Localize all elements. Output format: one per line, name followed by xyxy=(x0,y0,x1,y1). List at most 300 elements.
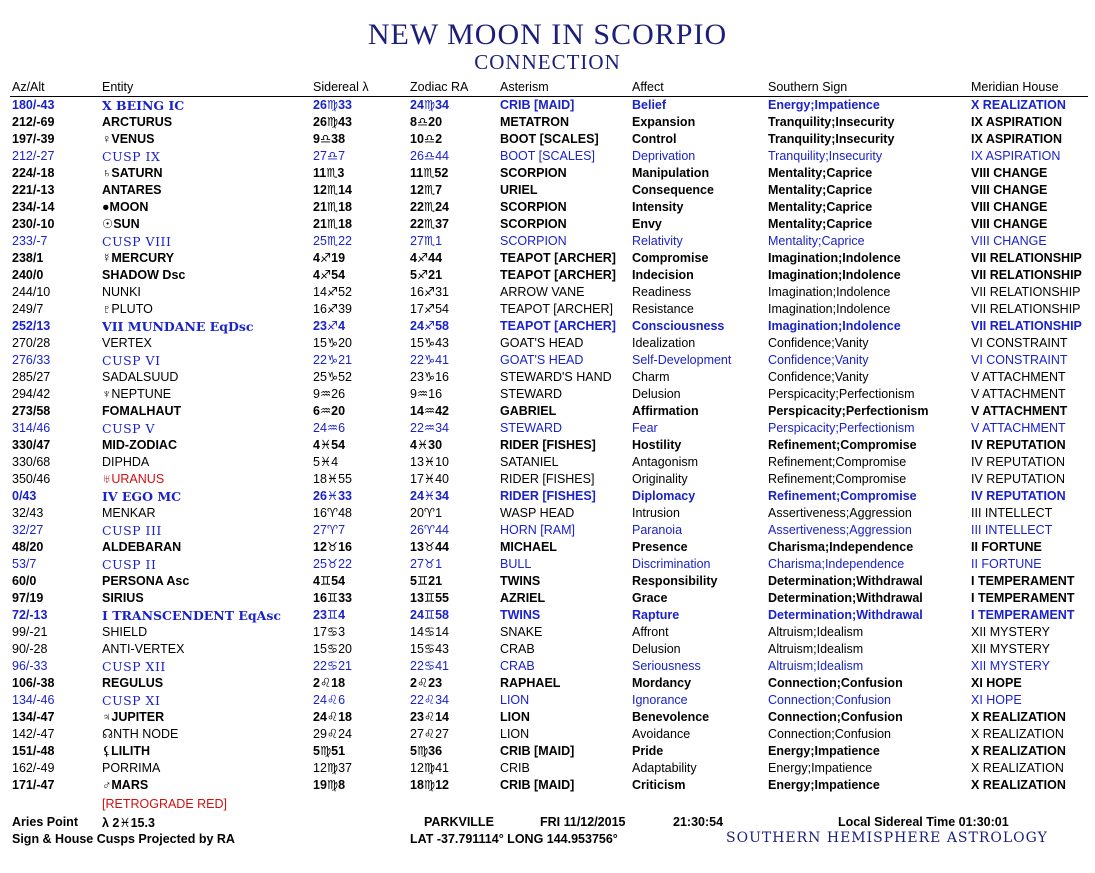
cell-azalt: 96/-33 xyxy=(12,659,48,673)
table-row xyxy=(0,182,1095,199)
cell-sidereal: 21♏18 xyxy=(313,200,353,214)
cell-southern-sign: Connection;Confusion xyxy=(768,710,903,724)
table-row xyxy=(0,709,1095,726)
cell-asterism: RAPHAEL xyxy=(500,676,561,690)
cell-asterism: TWINS xyxy=(500,608,541,622)
cell-azalt: 244/10 xyxy=(12,285,51,299)
cell-sidereal: 12♏14 xyxy=(313,183,353,197)
cell-affect: Resistance xyxy=(632,302,694,316)
cell-entity: ♂MARS xyxy=(102,778,149,792)
cell-southern-sign: Refinement;Compromise xyxy=(768,438,917,452)
table-row xyxy=(0,403,1095,420)
table-row xyxy=(0,114,1095,131)
cell-azalt: 99/-21 xyxy=(12,625,48,639)
table-row xyxy=(0,658,1095,675)
cell-affect: Charm xyxy=(632,370,670,384)
table-row xyxy=(0,352,1095,369)
cell-zodiac-ra: 5♐21 xyxy=(410,268,443,282)
cell-asterism: AZRIEL xyxy=(500,591,546,605)
cell-entity: ☉SUN xyxy=(102,217,140,231)
table-row xyxy=(0,539,1095,556)
cell-entity: SADALSUUD xyxy=(102,370,179,384)
cell-meridian-house: VIII CHANGE xyxy=(971,200,1048,214)
cell-zodiac-ra: 12♏7 xyxy=(410,183,443,197)
cell-entity: I TRANSCENDENT EqAsc xyxy=(102,608,282,623)
cell-sidereal: 2♌18 xyxy=(313,676,346,690)
table-row xyxy=(0,556,1095,573)
cell-azalt: 330/68 xyxy=(12,455,51,469)
cell-zodiac-ra: 5♊21 xyxy=(410,574,443,588)
cell-meridian-house: VII RELATIONSHIP xyxy=(971,285,1081,299)
cell-meridian-house: VIII CHANGE xyxy=(971,234,1047,248)
cell-entity: CUSP VI xyxy=(102,353,161,368)
cell-azalt: 142/-47 xyxy=(12,727,55,741)
table-row xyxy=(0,743,1095,760)
cell-azalt: 134/-46 xyxy=(12,693,55,707)
cell-meridian-house: III INTELLECT xyxy=(971,506,1053,520)
cell-sidereal: 12♉16 xyxy=(313,540,353,554)
cell-meridian-house: IV REPUTATION xyxy=(971,438,1066,452)
cell-azalt: 252/13 xyxy=(12,319,51,333)
cell-sidereal: 15♑20 xyxy=(313,336,353,350)
cell-zodiac-ra: 26♎44 xyxy=(410,149,450,163)
cell-southern-sign: Connection;Confusion xyxy=(768,676,903,690)
cell-sidereal: 25♑52 xyxy=(313,370,353,384)
header-meridian-house: Meridian House xyxy=(971,80,1059,94)
cell-zodiac-ra: 13♓10 xyxy=(410,455,450,469)
cell-azalt: 162/-49 xyxy=(12,761,55,775)
cell-entity: ☊NTH NODE xyxy=(102,727,179,741)
cell-entity: SHADOW Dsc xyxy=(102,268,186,282)
table-row xyxy=(0,488,1095,505)
cell-entity: ☿MERCURY xyxy=(102,251,175,265)
cell-affect: Benevolence xyxy=(632,710,710,724)
cell-affect: Ignorance xyxy=(632,693,688,707)
table-row xyxy=(0,267,1095,284)
cell-asterism: RIDER [FISHES] xyxy=(500,489,596,503)
cell-asterism: TEAPOT [ARCHER] xyxy=(500,251,616,265)
cell-southern-sign: Mentality;Caprice xyxy=(768,234,865,248)
cell-entity: CUSP II xyxy=(102,557,157,572)
cell-asterism: CRAB xyxy=(500,659,535,673)
cell-sidereal: 29♌24 xyxy=(313,727,353,741)
cell-asterism: STEWARD'S HAND xyxy=(500,370,612,384)
cell-affect: Avoidance xyxy=(632,727,691,741)
cell-zodiac-ra: 24♍34 xyxy=(410,98,450,112)
cell-entity: ♅URANUS xyxy=(102,472,165,486)
cell-asterism: SNAKE xyxy=(500,625,543,639)
cell-sidereal: 17♋3 xyxy=(313,625,346,639)
table-row xyxy=(0,437,1095,454)
cell-zodiac-ra: 12♍41 xyxy=(410,761,450,775)
cell-southern-sign: Tranquility;Insecurity xyxy=(768,149,883,163)
table-row xyxy=(0,471,1095,488)
cell-affect: Fear xyxy=(632,421,658,435)
cell-southern-sign: Energy;Impatience xyxy=(768,98,880,112)
cell-affect: Expansion xyxy=(632,115,696,129)
cell-asterism: GOAT'S HEAD xyxy=(500,336,584,350)
cell-zodiac-ra: 26♈44 xyxy=(410,523,450,537)
table-row xyxy=(0,590,1095,607)
cell-asterism: CRIB [MAID] xyxy=(500,98,575,112)
time: 21:30:54 xyxy=(673,815,724,829)
cell-zodiac-ra: 14♋14 xyxy=(410,625,450,639)
cell-zodiac-ra: 24♓34 xyxy=(410,489,450,503)
cell-sidereal: 21♏18 xyxy=(313,217,353,231)
table-row xyxy=(0,250,1095,267)
cell-asterism: STEWARD xyxy=(500,387,563,401)
cell-sidereal: 5♓4 xyxy=(313,455,339,469)
cell-southern-sign: Refinement;Compromise xyxy=(768,472,907,486)
cell-sidereal: 16♈48 xyxy=(313,506,353,520)
cell-meridian-house: VII RELATIONSHIP xyxy=(971,268,1082,282)
cell-sidereal: 27♎7 xyxy=(313,149,346,163)
cell-meridian-house: V ATTACHMENT xyxy=(971,421,1066,435)
cell-meridian-house: I TEMPERAMENT xyxy=(971,608,1075,622)
cell-sidereal: 24♌6 xyxy=(313,693,346,707)
cell-meridian-house: X REALIZATION xyxy=(971,761,1064,775)
cell-entity: CUSP III xyxy=(102,523,162,538)
cell-southern-sign: Charisma;Independence xyxy=(768,557,905,571)
cell-zodiac-ra: 16♐31 xyxy=(410,285,450,299)
cell-southern-sign: Confidence;Vanity xyxy=(768,370,869,384)
cell-affect: Pride xyxy=(632,744,664,758)
cell-asterism: URIEL xyxy=(500,183,538,197)
cell-affect: Diplomacy xyxy=(632,489,696,503)
cell-meridian-house: I TEMPERAMENT xyxy=(971,574,1075,588)
cell-meridian-house: VIII CHANGE xyxy=(971,166,1048,180)
cell-asterism: GABRIEL xyxy=(500,404,557,418)
cell-entity: DIPHDA xyxy=(102,455,150,469)
cell-azalt: 249/7 xyxy=(12,302,44,316)
cell-meridian-house: II FORTUNE xyxy=(971,557,1042,571)
cell-affect: Belief xyxy=(632,98,667,112)
local-sidereal-time: Local Sidereal Time 01:30:01 xyxy=(838,815,1009,829)
cell-meridian-house: IV REPUTATION xyxy=(971,472,1065,486)
cell-asterism: STEWARD xyxy=(500,421,563,435)
cell-southern-sign: Mentality;Caprice xyxy=(768,166,873,180)
cell-asterism: SCORPION xyxy=(500,217,567,231)
cell-azalt: 106/-38 xyxy=(12,676,55,690)
cell-sidereal: 26♓33 xyxy=(313,489,353,503)
cell-affect: Self-Development xyxy=(632,353,732,367)
cell-meridian-house: I TEMPERAMENT xyxy=(971,591,1075,605)
table-row xyxy=(0,369,1095,386)
cell-azalt: 238/1 xyxy=(12,251,44,265)
cell-asterism: SCORPION xyxy=(500,234,567,248)
cell-meridian-house: X REALIZATION xyxy=(971,727,1064,741)
cell-meridian-house: III INTELLECT xyxy=(971,523,1053,537)
cell-meridian-house: X REALIZATION xyxy=(971,778,1066,792)
cell-entity: MID-ZODIAC xyxy=(102,438,177,452)
cell-entity: NUNKI xyxy=(102,285,141,299)
cell-southern-sign: Imagination;Indolence xyxy=(768,319,901,333)
cell-meridian-house: IX ASPIRATION xyxy=(971,149,1061,163)
cell-asterism: LION xyxy=(500,710,530,724)
cell-affect: Paranoia xyxy=(632,523,683,537)
cell-azalt: 72/-13 xyxy=(12,608,48,622)
table-row xyxy=(0,97,1095,114)
cell-meridian-house: VII RELATIONSHIP xyxy=(971,302,1081,316)
cell-affect: Envy xyxy=(632,217,662,231)
table-row xyxy=(0,216,1095,233)
cell-affect: Seriousness xyxy=(632,659,701,673)
cell-affect: Manipulation xyxy=(632,166,710,180)
header-southern-sign: Southern Sign xyxy=(768,80,848,94)
cell-entity: CUSP VIII xyxy=(102,234,172,249)
cell-zodiac-ra: 13♉44 xyxy=(410,540,450,554)
cell-asterism: SATANIEL xyxy=(500,455,559,469)
cell-entity: CUSP V xyxy=(102,421,156,436)
cell-azalt: 0/43 xyxy=(12,489,37,503)
cell-sidereal: 24♌18 xyxy=(313,710,353,724)
cell-southern-sign: Perspicacity;Perfectionism xyxy=(768,404,929,418)
cell-azalt: 134/-47 xyxy=(12,710,55,724)
cell-meridian-house: VI CONSTRAINT xyxy=(971,336,1068,350)
cell-azalt: 224/-18 xyxy=(12,166,55,180)
cell-azalt: 197/-39 xyxy=(12,132,55,146)
cell-sidereal: 5♍51 xyxy=(313,744,346,758)
cell-meridian-house: V ATTACHMENT xyxy=(971,370,1066,384)
cell-entity: ANTI-VERTEX xyxy=(102,642,185,656)
cell-asterism: CRAB xyxy=(500,642,535,656)
table-row xyxy=(0,233,1095,250)
cell-azalt: 90/-28 xyxy=(12,642,48,656)
cell-southern-sign: Tranquility;Insecurity xyxy=(768,132,895,146)
cell-zodiac-ra: 27♌27 xyxy=(410,727,450,741)
cell-sidereal: 6♒20 xyxy=(313,404,346,418)
cell-sidereal: 15♋20 xyxy=(313,642,353,656)
cell-zodiac-ra: 22♑41 xyxy=(410,353,450,367)
cell-affect: Indecision xyxy=(632,268,694,282)
cell-sidereal: 25♏22 xyxy=(313,234,353,248)
table-row xyxy=(0,165,1095,182)
table-row xyxy=(0,692,1095,709)
table-row xyxy=(0,641,1095,658)
cell-azalt: 180/-43 xyxy=(12,98,55,112)
cell-asterism: TWINS xyxy=(500,574,541,588)
cell-zodiac-ra: 5♍36 xyxy=(410,744,443,758)
cell-entity: ♆NEPTUNE xyxy=(102,387,172,401)
cell-zodiac-ra: 20♈1 xyxy=(410,506,443,520)
cell-affect: Rapture xyxy=(632,608,680,622)
cell-zodiac-ra: 22♋41 xyxy=(410,659,450,673)
cell-southern-sign: Energy;Impatience xyxy=(768,778,880,792)
cell-asterism: BOOT [SCALES] xyxy=(500,149,595,163)
cell-sidereal: 9♎38 xyxy=(313,132,346,146)
ephemeris-table xyxy=(0,97,1095,794)
cell-azalt: 212/-69 xyxy=(12,115,55,129)
cell-asterism: WASP HEAD xyxy=(500,506,575,520)
cell-entity: VII MUNDANE EqDsc xyxy=(102,319,254,334)
cell-entity: CUSP XII xyxy=(102,659,166,674)
cell-affect: Intrusion xyxy=(632,506,680,520)
cell-zodiac-ra: 15♑43 xyxy=(410,336,450,350)
cell-southern-sign: Refinement;Compromise xyxy=(768,455,907,469)
table-row xyxy=(0,522,1095,539)
cell-meridian-house: VI CONSTRAINT xyxy=(971,353,1068,367)
cell-affect: Criticism xyxy=(632,778,686,792)
table-row xyxy=(0,131,1095,148)
cell-zodiac-ra: 9♒16 xyxy=(410,387,443,401)
cell-azalt: 151/-48 xyxy=(12,744,55,758)
cell-meridian-house: VII RELATIONSHIP xyxy=(971,319,1082,333)
cell-entity: PORRIMA xyxy=(102,761,161,775)
cell-meridian-house: IV REPUTATION xyxy=(971,489,1066,503)
cell-asterism: TEAPOT [ARCHER] xyxy=(500,268,616,282)
cell-azalt: 230/-10 xyxy=(12,217,55,231)
cell-zodiac-ra: 4♐44 xyxy=(410,251,443,265)
cell-asterism: CRIB xyxy=(500,761,530,775)
cell-southern-sign: Altruism;Idealism xyxy=(768,642,864,656)
cell-azalt: 97/19 xyxy=(12,591,44,605)
cell-entity: ALDEBARAN xyxy=(102,540,182,554)
cell-meridian-house: V ATTACHMENT xyxy=(971,404,1068,418)
cell-azalt: 171/-47 xyxy=(12,778,55,792)
header-sidereal: Sidereal λ xyxy=(313,80,369,94)
cell-asterism: BULL xyxy=(500,557,532,571)
cell-southern-sign: Connection;Confusion xyxy=(768,727,891,741)
cell-sidereal: 18♓55 xyxy=(313,472,353,486)
cell-affect: Adaptability xyxy=(632,761,697,775)
table-row xyxy=(0,318,1095,335)
cell-sidereal: 23♐4 xyxy=(313,319,346,333)
cell-zodiac-ra: 23♌14 xyxy=(410,710,450,724)
cell-asterism: GOAT'S HEAD xyxy=(500,353,584,367)
cell-azalt: 273/58 xyxy=(12,404,51,418)
cell-entity: ♀VENUS xyxy=(102,132,155,146)
cell-sidereal: 4♊54 xyxy=(313,574,346,588)
cell-affect: Readiness xyxy=(632,285,692,299)
cell-entity: ⚸LILITH xyxy=(102,744,151,758)
cell-azalt: 270/28 xyxy=(12,336,51,350)
cell-azalt: 285/27 xyxy=(12,370,51,384)
cell-entity: SHIELD xyxy=(102,625,148,639)
cell-zodiac-ra: 22♌34 xyxy=(410,693,450,707)
cell-sidereal: 19♍8 xyxy=(313,778,346,792)
cell-zodiac-ra: 2♌23 xyxy=(410,676,443,690)
cell-sidereal: 23♊4 xyxy=(313,608,346,622)
cell-zodiac-ra: 18♍12 xyxy=(410,778,450,792)
cell-affect: Consequence xyxy=(632,183,714,197)
lat-long: LAT -37.791114° LONG 144.953756° xyxy=(410,832,618,846)
cell-zodiac-ra: 13♊55 xyxy=(410,591,450,605)
cell-affect: Originality xyxy=(632,472,688,486)
cell-asterism: ARROW VANE xyxy=(500,285,585,299)
cell-meridian-house: IV REPUTATION xyxy=(971,455,1065,469)
table-row xyxy=(0,148,1095,165)
table-row xyxy=(0,607,1095,624)
cell-southern-sign: Energy;Impatience xyxy=(768,744,880,758)
cell-meridian-house: XII MYSTERY xyxy=(971,625,1050,639)
cell-azalt: 212/-27 xyxy=(12,149,55,163)
cell-azalt: 234/-14 xyxy=(12,200,55,214)
cell-southern-sign: Determination;Withdrawal xyxy=(768,574,923,588)
cell-entity: VERTEX xyxy=(102,336,152,350)
cell-asterism: MICHAEL xyxy=(500,540,557,554)
cusps-note: Sign & House Cusps Projected by RA xyxy=(12,832,235,846)
page-title: NEW MOON IN SCORPIO xyxy=(367,18,728,51)
cell-southern-sign: Mentality;Caprice xyxy=(768,200,873,214)
cell-meridian-house: XI HOPE xyxy=(971,676,1022,690)
cell-meridian-house: XII MYSTERY xyxy=(971,659,1050,673)
cell-entity: ANTARES xyxy=(102,183,162,197)
cell-azalt: 48/20 xyxy=(12,540,44,554)
cell-azalt: 330/47 xyxy=(12,438,51,452)
cell-asterism: LION xyxy=(500,727,530,741)
cell-zodiac-ra: 22♒34 xyxy=(410,421,450,435)
cell-sidereal: 9♒26 xyxy=(313,387,346,401)
cell-sidereal: 24♒6 xyxy=(313,421,346,435)
table-row xyxy=(0,420,1095,437)
table-row xyxy=(0,726,1095,743)
cell-sidereal: 11♏3 xyxy=(313,166,345,180)
cell-affect: Responsibility xyxy=(632,574,718,588)
cell-zodiac-ra: 8♎20 xyxy=(410,115,443,129)
cell-southern-sign: Imagination;Indolence xyxy=(768,268,901,282)
cell-zodiac-ra: 24♊58 xyxy=(410,608,450,622)
cell-asterism: BOOT [SCALES] xyxy=(500,132,599,146)
cell-sidereal: 26♍33 xyxy=(313,98,353,112)
cell-sidereal: 27♈7 xyxy=(313,523,346,537)
table-row xyxy=(0,624,1095,641)
table-row xyxy=(0,284,1095,301)
cell-entity: MENKAR xyxy=(102,506,156,520)
cell-affect: Control xyxy=(632,132,677,146)
cell-asterism: CRIB [MAID] xyxy=(500,778,575,792)
header-zodiac-ra: Zodiac RA xyxy=(410,80,469,94)
cell-southern-sign: Mentality;Caprice xyxy=(768,183,873,197)
location: PARKVILLE xyxy=(424,815,494,829)
cell-southern-sign: Tranquility;Insecurity xyxy=(768,115,895,129)
cell-asterism: CRIB [MAID] xyxy=(500,744,575,758)
cell-entity: REGULUS xyxy=(102,676,164,690)
cell-meridian-house: IX ASPIRATION xyxy=(971,115,1062,129)
cell-zodiac-ra: 23♑16 xyxy=(410,370,450,384)
cell-southern-sign: Assertiveness;Aggression xyxy=(768,506,912,520)
cell-southern-sign: Charisma;Independence xyxy=(768,540,914,554)
cell-entity: SIRIUS xyxy=(102,591,144,605)
cell-asterism: TEAPOT [ARCHER] xyxy=(500,319,616,333)
cell-asterism: METATRON xyxy=(500,115,569,129)
cell-asterism: LION xyxy=(500,693,530,707)
cell-zodiac-ra: 22♏24 xyxy=(410,200,450,214)
cell-entity: IV EGO MC xyxy=(102,489,182,504)
cell-zodiac-ra: 11♏52 xyxy=(410,166,449,180)
cell-entity: CUSP IX xyxy=(102,149,161,164)
cell-southern-sign: Perspicacity;Perfectionism xyxy=(768,387,915,401)
cell-azalt: 60/0 xyxy=(12,574,37,588)
cell-meridian-house: VII RELATIONSHIP xyxy=(971,251,1082,265)
retrograde-note: [RETROGRADE RED] xyxy=(102,797,228,811)
cell-southern-sign: Connection;Confusion xyxy=(768,693,891,707)
cell-affect: Presence xyxy=(632,540,688,554)
cell-entity: FOMALHAUT xyxy=(102,404,182,418)
page-subtitle: CONNECTION xyxy=(474,50,621,74)
cell-affect: Affirmation xyxy=(632,404,699,418)
cell-zodiac-ra: 17♓40 xyxy=(410,472,450,486)
cell-sidereal: 4♐54 xyxy=(313,268,346,282)
cell-azalt: 233/-7 xyxy=(12,234,48,248)
cell-azalt: 276/33 xyxy=(12,353,51,367)
table-row xyxy=(0,199,1095,216)
cell-zodiac-ra: 24♐58 xyxy=(410,319,450,333)
cell-entity: PERSONA Asc xyxy=(102,574,190,588)
cell-affect: Hostility xyxy=(632,438,682,452)
cell-azalt: 350/46 xyxy=(12,472,51,486)
cell-southern-sign: Altruism;Idealism xyxy=(768,659,864,673)
table-row xyxy=(0,386,1095,403)
